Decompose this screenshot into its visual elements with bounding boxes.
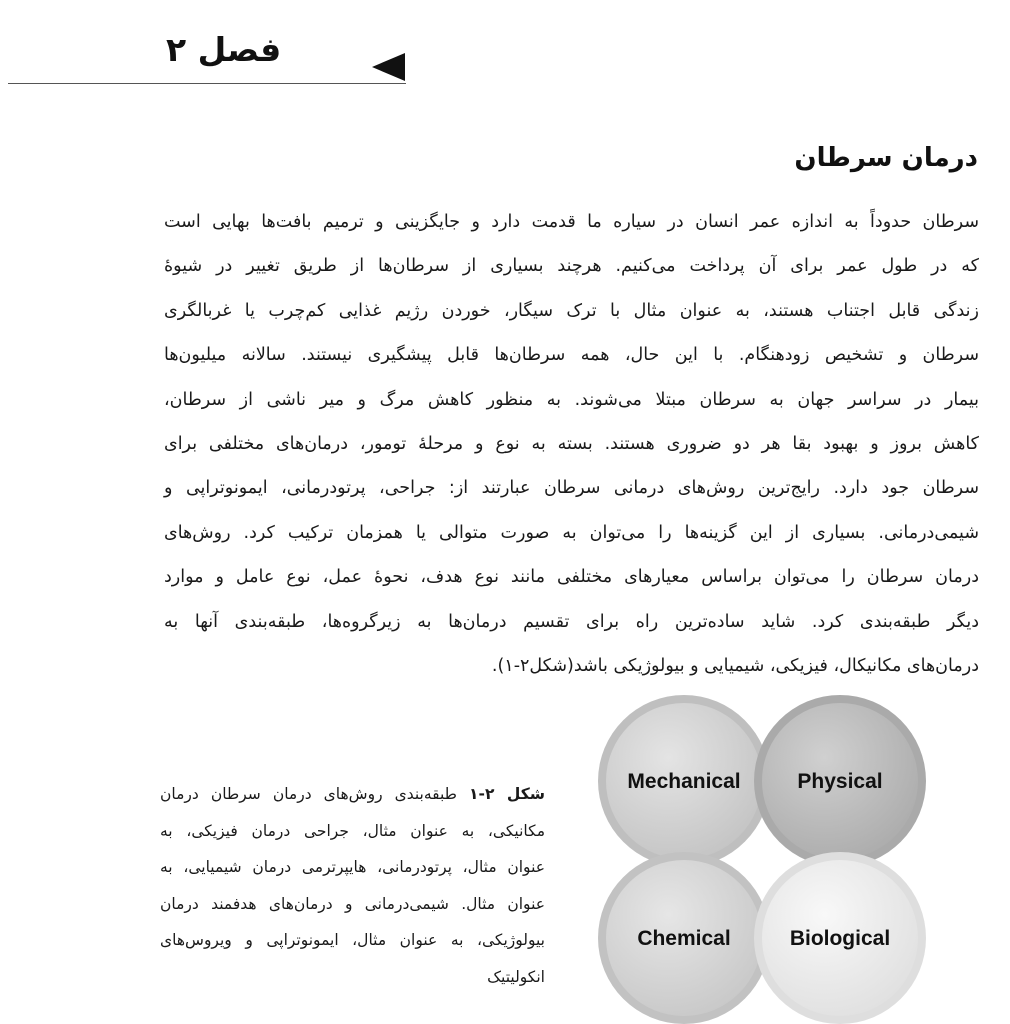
- caption-line: [160, 776, 545, 813]
- body-line: سرطان جود دارد. رایج‌ترین روش‌های درمانی سرطان عبارتند از: جراحی، پرتودرمانی، ایمونوتراپی و: [164, 478, 979, 499]
- body-line: درمان سرطان را می‌توان براساس معیارهای مختلفی مانند نوع هدف، نحوهٔ عمل، نوع عامل و موارد: [164, 567, 979, 588]
- biological-label: Biological: [789, 927, 891, 950]
- body-line: بیمار در سراسر جهان به سرطان مبتلا می‌شوند. به منظور کاهش مرگ و میر ناشی از سرطان،: [164, 389, 979, 410]
- caption-line: عنوان مثال. شیمی‌درمانی و درمان‌های هدفمند درمان: [160, 894, 545, 913]
- physical-label: Physical: [797, 770, 883, 793]
- figure-caption: [160, 776, 545, 995]
- chapter-title: فصل ۲: [166, 30, 282, 69]
- body-paragraph: [164, 200, 979, 688]
- chapter-rule: [8, 83, 406, 84]
- physical-circle: [754, 695, 926, 867]
- caption-line: عنوان مثال، پرتودرمانی، هایپرترمی درمان شیمیایی، به: [160, 858, 545, 876]
- body-line: که در طول عمر برای آن پرداخت می‌کنیم. هرچند بسیاری از سرطان‌ها از طریق تغییر در شیوهٔ: [164, 256, 979, 277]
- body-line: شیمی‌درمانی. بسیاری از این گزینه‌ها را می‌توان به صورت متوالی یا همزمان ترکیب کرد. روش‌های: [164, 522, 979, 543]
- body-line: دیگر طبقه‌بندی کرد. شاید ساده‌ترین راه برای تقسیم درمان‌ها به زیرگروه‌ها، طبقه‌بندی آنها به: [164, 611, 979, 632]
- caption-line: بیولوژیکی، به عنوان مثال، ایمونوتراپی و ویروس‌های: [160, 931, 545, 949]
- caption-label: شکل ۲-۱: [469, 785, 545, 803]
- body-line: سرطان حدوداً به اندازه عمر انسان در سیاره ما قدمت دارد و جایگزینی و ترمیم بافت‌ها بهایی است: [164, 212, 979, 232]
- body-line: زندگی قابل اجتناب هستند، به عنوان مثال با ترک سیگار، خوردن رژیم غذایی کم‌چرب یا غربالگری: [164, 300, 979, 321]
- biological-circle: [754, 852, 926, 1024]
- caption-line: انکولیتیک: [487, 967, 545, 986]
- mechanical-circle: [598, 695, 770, 867]
- treatment-classification-diagram: [595, 692, 930, 1024]
- caption-line: مکانیکی، به عنوان مثال، جراحی درمان فیزیکی، به: [160, 821, 545, 840]
- chapter-header: [0, 0, 410, 90]
- mechanical-label: Mechanical: [627, 770, 741, 793]
- chemical-label: Chemical: [637, 927, 731, 950]
- body-line: کاهش بروز و بهبود بقا هر دو ضروری هستند. بسته به نوع و مرحلهٔ تومور، درمان‌های مختلفی برای: [164, 434, 979, 455]
- chemical-circle: [598, 852, 770, 1024]
- body-line: درمان‌های مکانیکال، فیزیکی، شیمیایی و بیولوژیکی باشد(شکل۲-۱).: [491, 656, 979, 677]
- body-line: سرطان و تشخیص زودهنگام. با این حال، همه سرطان‌ها قابل پیشگیری نیستند. سالانه میلیون‌ها: [164, 345, 979, 366]
- section-title: درمان سرطان: [794, 143, 978, 173]
- caption-text: طبقه‌بندی روش‌های درمان سرطان درمان: [160, 785, 470, 803]
- chapter-arrow-icon: [372, 53, 405, 81]
